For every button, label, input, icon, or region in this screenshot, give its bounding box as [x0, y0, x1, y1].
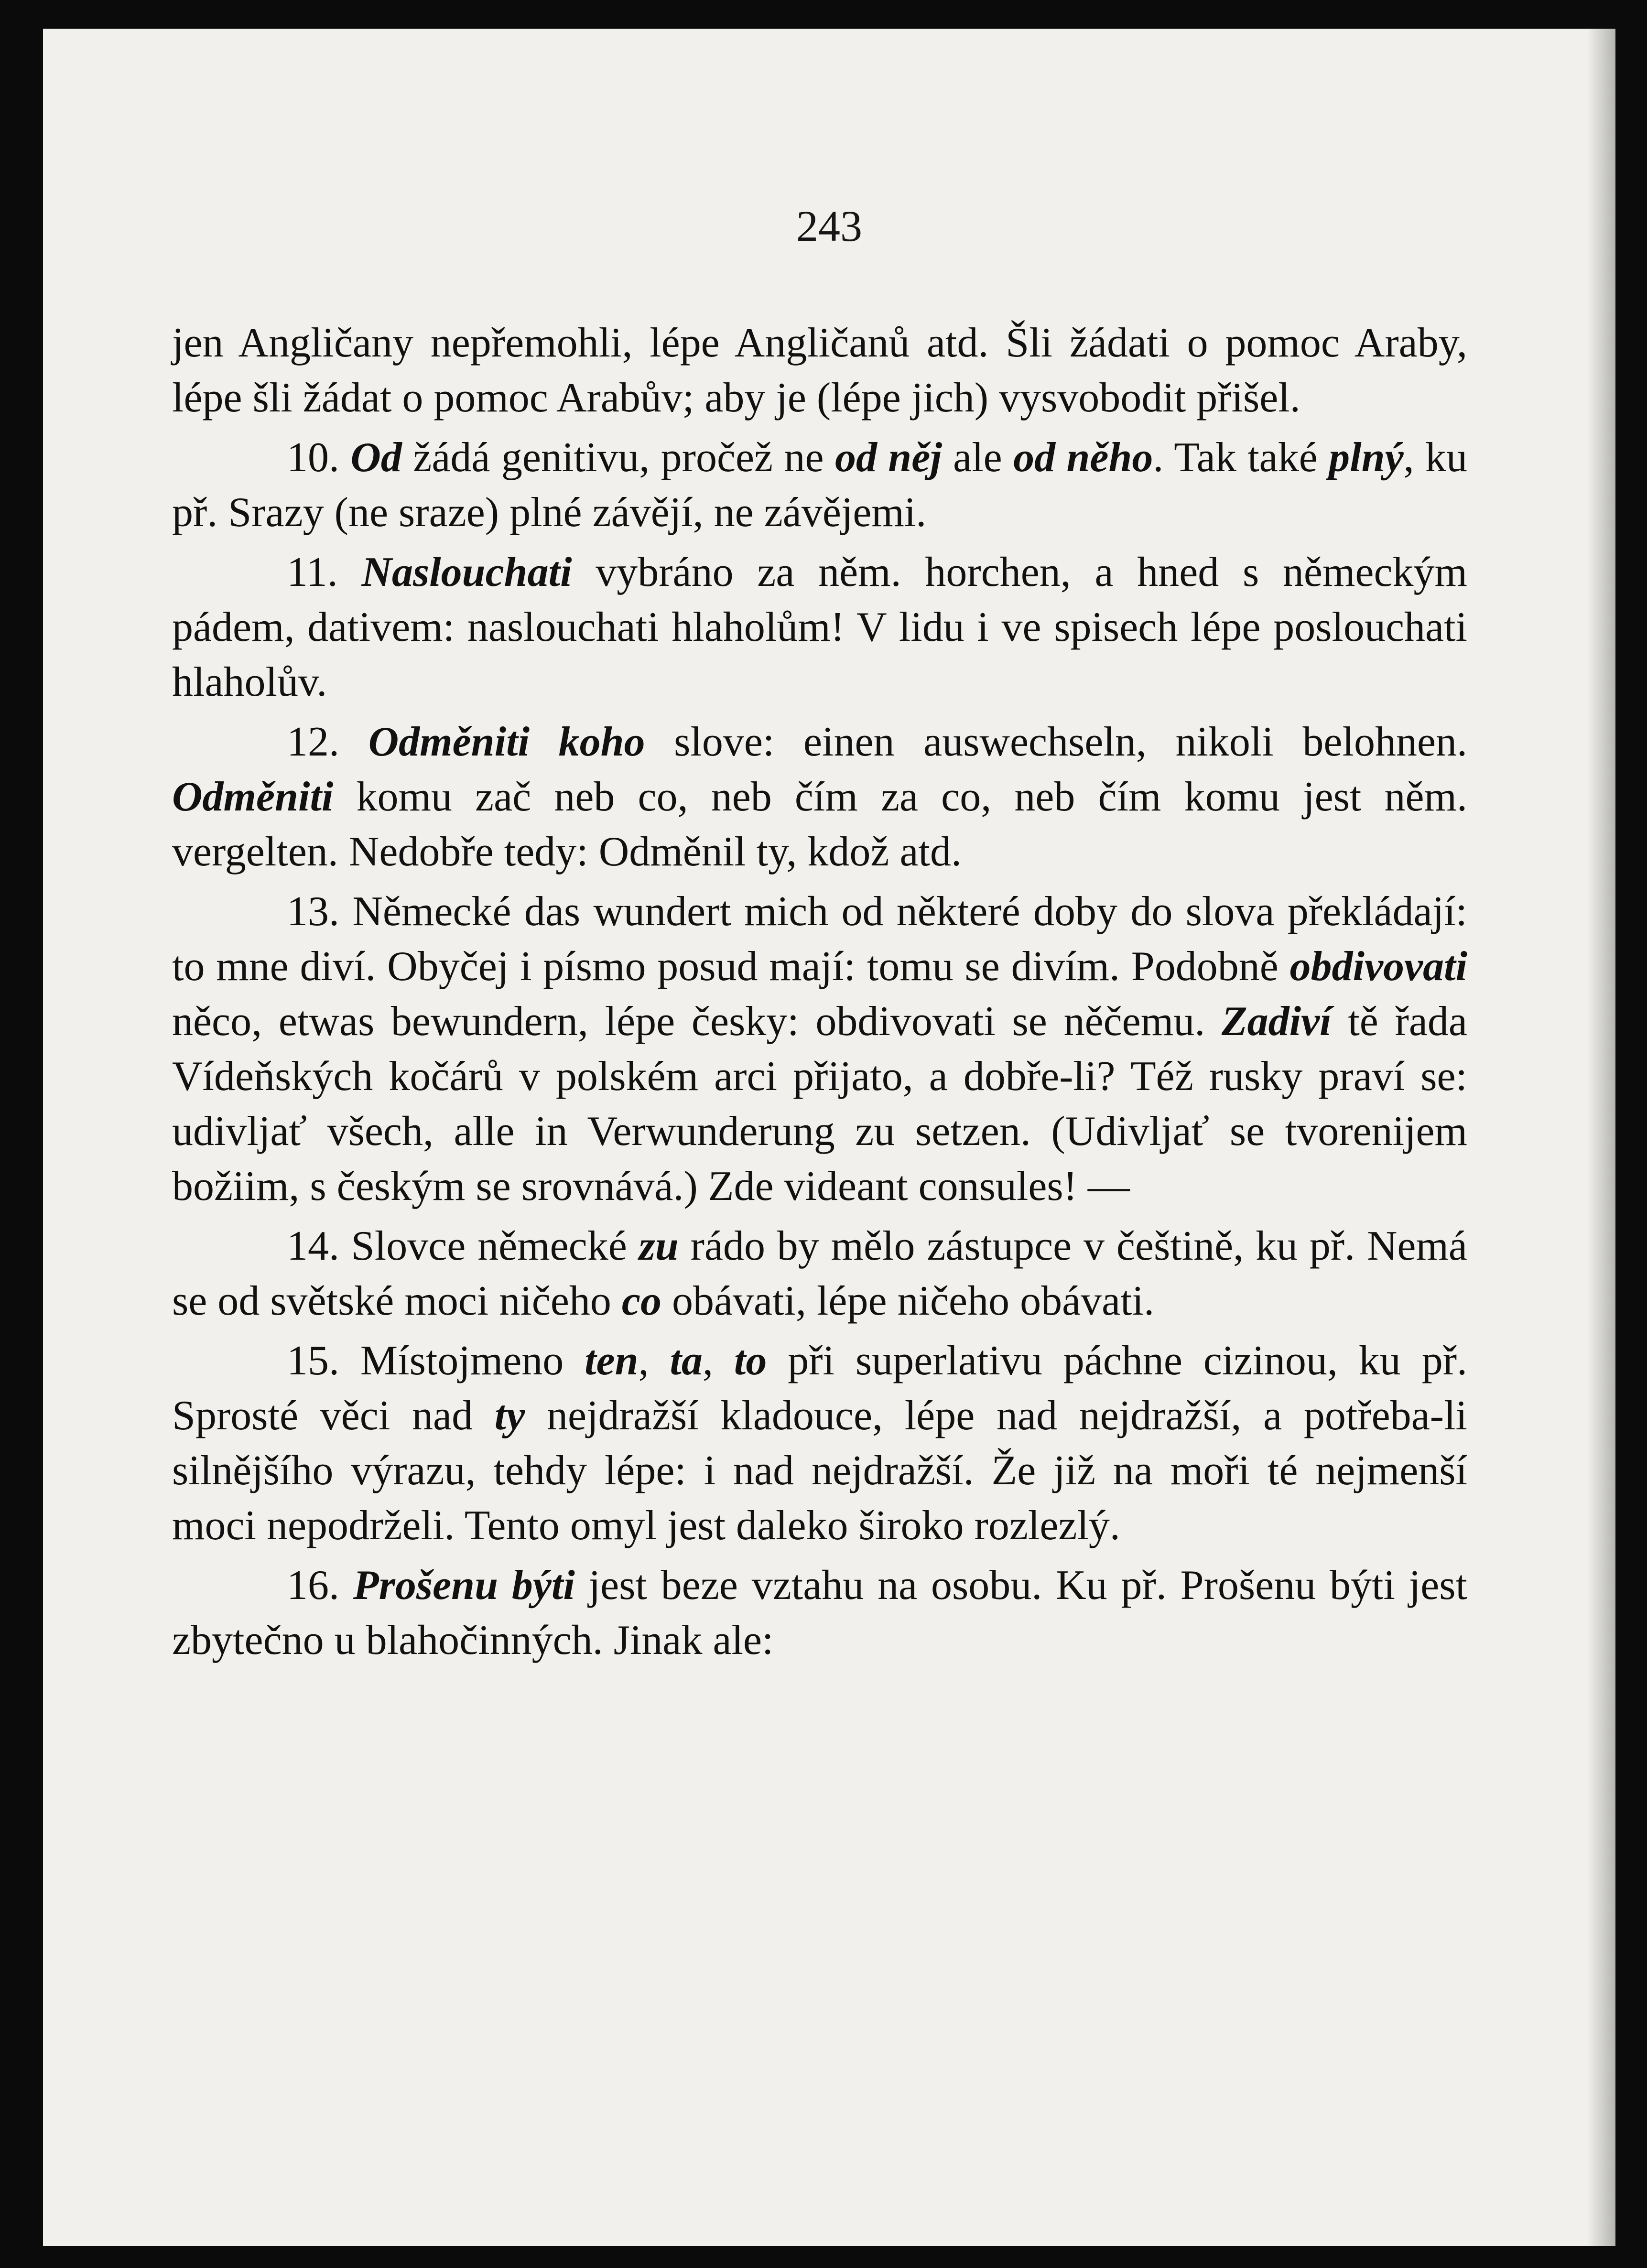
paragraph: 14. Slovce německé zu rádo by mělo zástupce v češtině, ku př. Nemá se od světské moci ničeho co obávati, lépe ničeho obávati. [172, 1223, 1467, 1324]
book-page [43, 29, 1615, 2246]
paragraph: 12. Odměniti koho slove: einen auswechseln, nikoli belohnen. Odměniti komu zač neb co, neb čím za co, neb čím komu jest něm. vergelten. Nedobře tedy: Odměnil ty, kdož atd. [172, 719, 1467, 875]
paragraph: 11. Naslouchati vybráno za něm. horchen, a hned s německým pádem, dativem: naslouchati hlaholům! V lidu i ve spisech lépe poslouchati hlaholův. [172, 549, 1467, 705]
paragraph: 16. Prošenu býti jest beze vztahu na osobu. Ku př. Prošenu býti jest zbytečno u blahočinných. Jinak ale: [172, 1562, 1467, 1663]
paragraph: jen Angličany nepřemohli, lépe Angličanů atd. Šli žádati o pomoc Araby, lépe šli žádat o pomoc Arabův; aby je (lépe jich) vysvobodit přišel. [172, 320, 1467, 421]
paragraph: 10. Od žádá genitivu, pročež ne od něj ale od něho. Tak také plný, ku př. Srazy (ne sraze) plné závějí, ne závějemi. [172, 434, 1467, 536]
paragraph: 15. Místojmeno ten, ta, to při superlativu páchne cizinou, ku př. Sprosté věci nad ty nejdražší kladouce, lépe nad nejdražší, a potřeba-li silnějšího výrazu, tehdy lépe: i nad nejdražší. Že již na moři té nejmenší moci nepodrželi. Tento omyl jest daleko široko rozlezlý. [172, 1338, 1468, 1549]
page-edge-shadow [1587, 29, 1615, 2246]
body-text [172, 315, 1467, 1673]
page-number: 243 [796, 202, 862, 250]
paragraph: 13. Německé das wundert mich od některé doby do slova překládají: to mne diví. Obyčej i písmo posud mají: tomu se divím. Podobně obdivovati něco, etwas bewundern, lépe česky: obdivovati se něčemu. Zadiví tě řada Vídeňských kočárů v polském arci přijato, a dobře-li? Též rusky praví se: udivljať všech, alle in Verwunderung zu setzen. (Udivljať se tvorenijem božiim, s českým se srovnává.) Zde videant consules! — [172, 888, 1467, 1210]
